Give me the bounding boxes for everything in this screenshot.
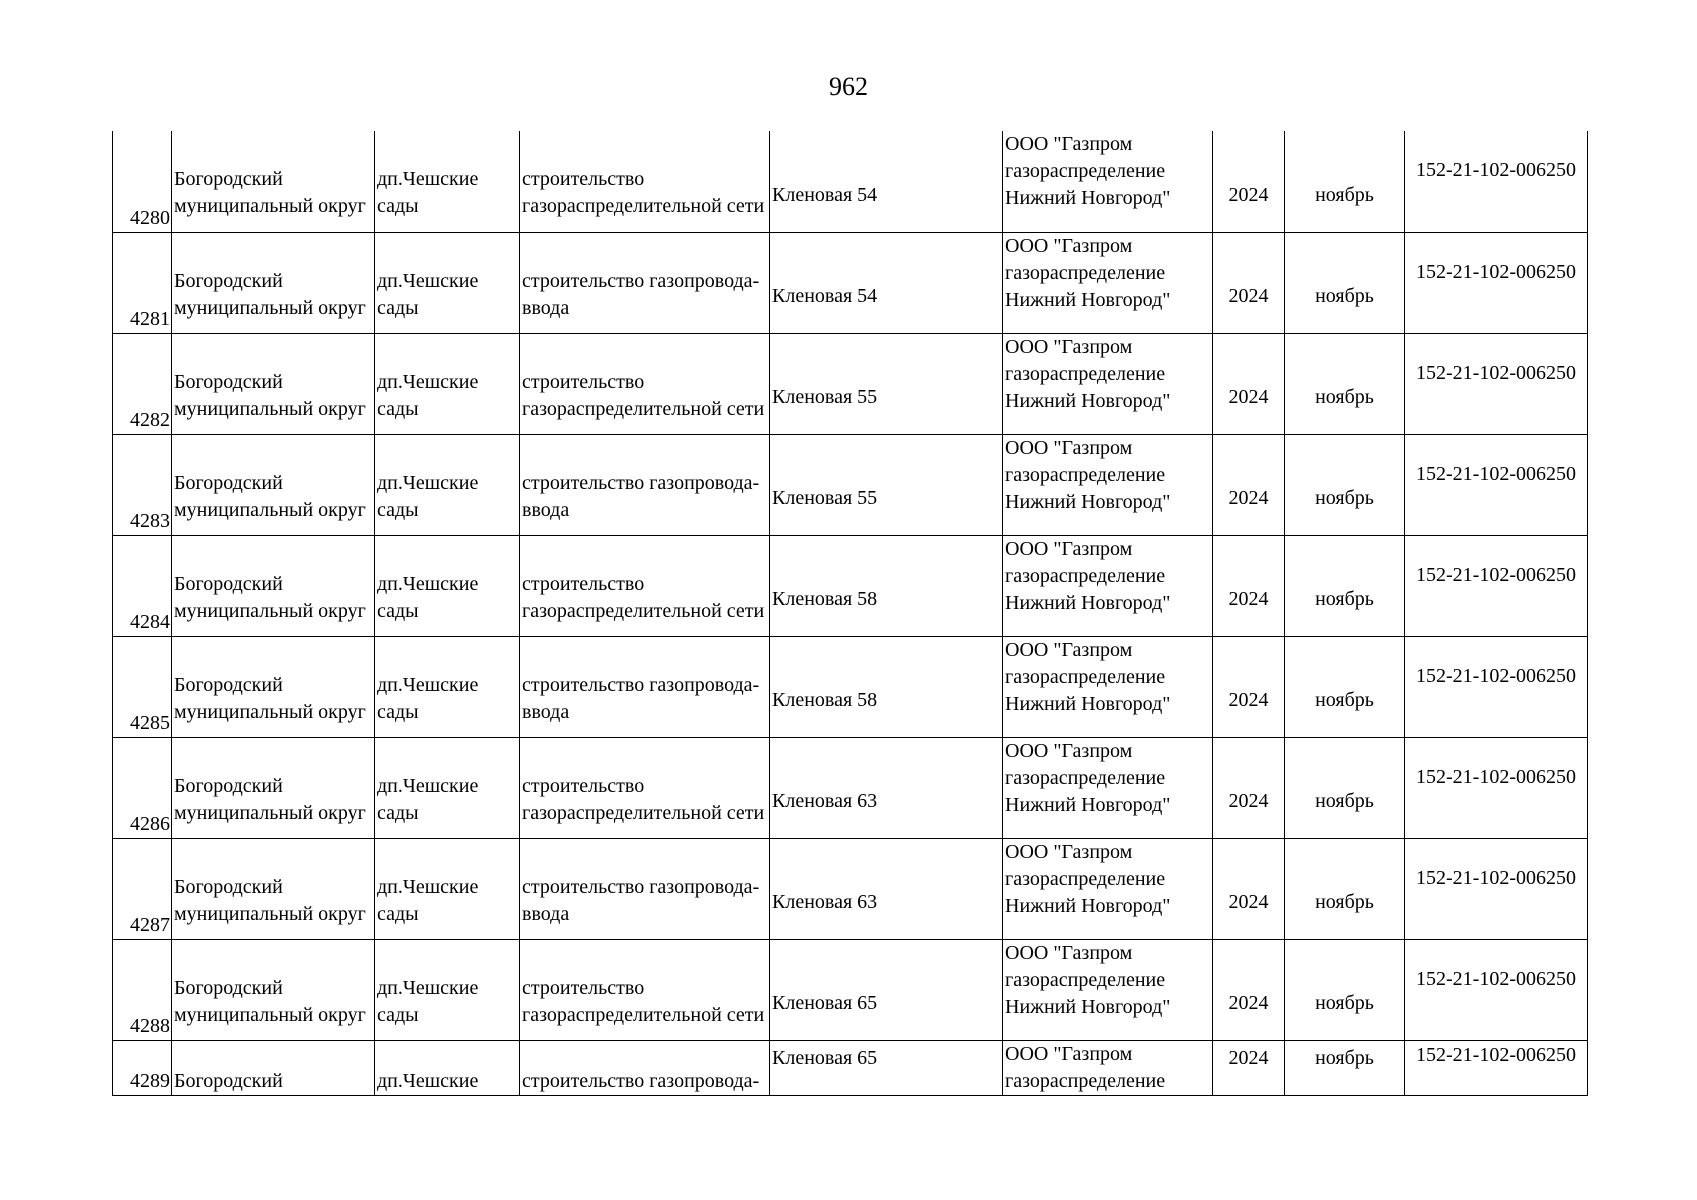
district-cell xyxy=(172,434,375,535)
organization-line: Нижний Новгород" xyxy=(1005,591,1171,614)
settlement-cell xyxy=(375,838,520,939)
work-type-line: ввода xyxy=(522,498,570,521)
settlement-line: сады xyxy=(377,599,419,622)
district-line: Богородский xyxy=(174,370,283,393)
settlement-line: сады xyxy=(377,195,419,218)
work-type-line: газораспределительной сети xyxy=(522,397,765,420)
organization-cell xyxy=(1003,838,1213,939)
address-cell: Кленовая 58 xyxy=(770,636,1003,737)
project-code-cell: 152-21-102-006250 xyxy=(1405,535,1588,636)
organization-line: газораспределение xyxy=(1005,867,1166,890)
organization-line: газораспределение xyxy=(1005,665,1166,688)
table-row xyxy=(113,939,1588,1040)
district-cell xyxy=(172,131,375,232)
settlement-line: дп.Чешские xyxy=(377,673,479,696)
row-number-cell: 4289 xyxy=(113,1040,172,1095)
table-row xyxy=(113,737,1588,838)
work-type-line: газораспределительной сети xyxy=(522,195,765,218)
address-cell: Кленовая 63 xyxy=(770,737,1003,838)
district-cell xyxy=(172,333,375,434)
settlement-cell xyxy=(375,232,520,333)
organization-line: ООО "Газпром xyxy=(1005,638,1133,661)
work-type-cell xyxy=(520,333,770,434)
district-line: муниципальный округ xyxy=(174,296,366,319)
table-row xyxy=(113,636,1588,737)
work-type-cell xyxy=(520,131,770,232)
table-row xyxy=(113,838,1588,939)
settlement-cell xyxy=(375,434,520,535)
work-type-cell xyxy=(520,838,770,939)
district-cell xyxy=(172,535,375,636)
organization-cell xyxy=(1003,636,1213,737)
work-type-line: газораспределительной сети xyxy=(522,599,765,622)
settlement-line: дп.Чешские xyxy=(377,370,479,393)
settlement-line: дп.Чешские xyxy=(377,976,479,999)
address-cell: Кленовая 55 xyxy=(770,333,1003,434)
organization-cell xyxy=(1003,333,1213,434)
year-cell: 2024 xyxy=(1213,939,1285,1040)
project-code-cell: 152-21-102-006250 xyxy=(1405,434,1588,535)
address-cell: Кленовая 54 xyxy=(770,131,1003,232)
year-cell: 2024 xyxy=(1213,636,1285,737)
organization-cell xyxy=(1003,232,1213,333)
organization-cell xyxy=(1003,737,1213,838)
organization-cell xyxy=(1003,131,1213,232)
row-number-cell: 4282 xyxy=(113,333,172,434)
organization-line: газораспределение xyxy=(1005,968,1166,991)
district-line: муниципальный округ xyxy=(174,1003,366,1026)
address-cell: Кленовая 54 xyxy=(770,232,1003,333)
month-cell: ноябрь xyxy=(1285,434,1405,535)
organization-cell xyxy=(1003,1040,1213,1095)
work-type-line: строительство xyxy=(522,572,645,595)
district-line: Богородский xyxy=(174,572,283,595)
organization-cell xyxy=(1003,535,1213,636)
district-cell xyxy=(172,838,375,939)
row-number-cell: 4287 xyxy=(113,838,172,939)
organization-line: ООО "Газпром xyxy=(1005,335,1133,358)
organization-line: ООО "Газпром xyxy=(1005,133,1133,155)
project-code-cell: 152-21-102-006250 xyxy=(1405,131,1588,232)
district-line: Богородский xyxy=(174,471,283,494)
project-code-cell: 152-21-102-006250 xyxy=(1405,636,1588,737)
settlement-line: сады xyxy=(377,1003,419,1026)
organization-line: ООО "Газпром xyxy=(1005,436,1133,459)
settlement-line: дп.Чешские xyxy=(377,572,479,595)
settlement-cell xyxy=(375,535,520,636)
district-cell xyxy=(172,939,375,1040)
settlement-cell xyxy=(375,636,520,737)
year-cell: 2024 xyxy=(1213,333,1285,434)
row-number-cell: 4288 xyxy=(113,939,172,1040)
organization-line: газораспределение xyxy=(1005,463,1166,486)
settlement-line: сады xyxy=(377,902,419,925)
organization-line: Нижний Новгород" xyxy=(1005,894,1171,917)
settlement-line: дп.Чешские xyxy=(377,269,479,292)
year-cell: 2024 xyxy=(1213,838,1285,939)
organization-cell xyxy=(1003,939,1213,1040)
month-cell: ноябрь xyxy=(1285,636,1405,737)
work-type-cell xyxy=(520,434,770,535)
organization-line: Нижний Новгород" xyxy=(1005,288,1171,311)
organization-line: ООО "Газпром xyxy=(1005,840,1133,863)
month-cell: ноябрь xyxy=(1285,333,1405,434)
settlement-cell xyxy=(375,737,520,838)
settlement-cell xyxy=(375,333,520,434)
table-row xyxy=(113,434,1588,535)
work-type-line: строительство xyxy=(522,774,645,797)
row-number-cell: 4286 xyxy=(113,737,172,838)
table-row xyxy=(113,232,1588,333)
work-type-line: газораспределительной сети xyxy=(522,1003,765,1026)
work-type-line: строительство газопровода- xyxy=(522,269,760,292)
gas-network-register-table xyxy=(112,131,1588,1096)
organization-line: газораспределение xyxy=(1005,766,1166,789)
project-code-cell: 152-21-102-006250 xyxy=(1405,939,1588,1040)
district-line: муниципальный округ xyxy=(174,498,366,521)
work-type-line: строительство xyxy=(522,370,645,393)
settlement-line: дп.Чешские xyxy=(377,168,479,191)
district-line: Богородский xyxy=(174,976,283,999)
project-code-cell: 152-21-102-006250 xyxy=(1405,232,1588,333)
year-cell: 2024 xyxy=(1213,434,1285,535)
month-cell: ноябрь xyxy=(1285,535,1405,636)
district-line: муниципальный округ xyxy=(174,397,366,420)
district-line: муниципальный округ xyxy=(174,700,366,723)
table-row xyxy=(113,535,1588,636)
settlement-line: сады xyxy=(377,296,419,319)
work-type-line: газораспределительной сети xyxy=(522,801,765,824)
organization-line: Нижний Новгород" xyxy=(1005,793,1171,816)
work-type-line: ввода xyxy=(522,296,570,319)
district-cell xyxy=(172,636,375,737)
organization-line: газораспределение xyxy=(1005,564,1166,587)
settlement-line: сады xyxy=(377,397,419,420)
settlement-line: дп.Чешские xyxy=(377,875,479,898)
work-type-line: ввода xyxy=(522,902,570,925)
district-cell xyxy=(172,232,375,333)
address-cell: Кленовая 58 xyxy=(770,535,1003,636)
organization-line: Нижний Новгород" xyxy=(1005,490,1171,513)
work-type-cell xyxy=(520,737,770,838)
work-type-line: строительство xyxy=(522,976,645,999)
organization-line: газораспределение xyxy=(1005,362,1166,385)
district-line: муниципальный округ xyxy=(174,801,366,824)
settlement-line: сады xyxy=(377,498,419,521)
work-type-line: строительство газопровода- xyxy=(522,875,760,898)
organization-line: Нижний Новгород" xyxy=(1005,692,1171,715)
settlement-cell xyxy=(375,1040,520,1095)
project-code-cell: 152-21-102-006250 xyxy=(1405,333,1588,434)
work-type-cell xyxy=(520,1040,770,1095)
table-row xyxy=(113,1040,1588,1095)
organization-line: ООО "Газпром xyxy=(1005,739,1133,762)
organization-line: ООО "Газпром xyxy=(1005,941,1133,964)
settlement-line: сады xyxy=(377,700,419,723)
year-cell: 2024 xyxy=(1213,737,1285,838)
organization-line: ООО "Газпром xyxy=(1005,234,1133,257)
work-type-cell xyxy=(520,939,770,1040)
organization-cell xyxy=(1003,434,1213,535)
month-cell: ноябрь xyxy=(1285,838,1405,939)
work-type-line: строительство газопровода- xyxy=(522,673,760,696)
district-line: Богородский xyxy=(174,269,283,292)
district-line: Богородский xyxy=(174,168,283,191)
settlement-cell xyxy=(375,131,520,232)
row-number-cell: 4283 xyxy=(113,434,172,535)
organization-line: газораспределение xyxy=(1005,261,1166,284)
district-cell xyxy=(172,1040,375,1095)
row-number-cell: 4285 xyxy=(113,636,172,737)
page-number: 962 xyxy=(829,72,868,101)
table-row xyxy=(113,333,1588,434)
row-number-cell: 4280 xyxy=(113,131,172,232)
row-number-cell: 4281 xyxy=(113,232,172,333)
organization-line: газораспределение xyxy=(1005,160,1166,182)
district-line: Богородский xyxy=(174,774,283,797)
address-cell: Кленовая 55 xyxy=(770,434,1003,535)
district-line: муниципальный округ xyxy=(174,195,366,218)
organization-line: Нижний Новгород" xyxy=(1005,389,1171,412)
address-cell: Кленовая 63 xyxy=(770,838,1003,939)
organization-line: ООО "Газпром xyxy=(1005,537,1133,560)
organization-line: ООО "Газпром xyxy=(1005,1042,1133,1065)
month-cell: ноябрь xyxy=(1285,939,1405,1040)
organization-line: Нижний Новгород" xyxy=(1005,995,1171,1018)
work-type-cell xyxy=(520,535,770,636)
year-cell: 2024 xyxy=(1213,1040,1285,1095)
settlement-line: сады xyxy=(377,801,419,824)
row-number-cell: 4284 xyxy=(113,535,172,636)
month-cell: ноябрь xyxy=(1285,737,1405,838)
address-cell: Кленовая 65 xyxy=(770,1040,1003,1095)
district-cell xyxy=(172,737,375,838)
settlement-line: дп.Чешские xyxy=(377,471,479,494)
table-row xyxy=(113,131,1588,232)
month-cell: ноябрь xyxy=(1285,1040,1405,1095)
district-line: Богородский xyxy=(174,875,283,898)
settlement-line: дп.Чешские xyxy=(377,1069,479,1092)
district-line: муниципальный округ xyxy=(174,902,366,925)
work-type-line: строительство газопровода- xyxy=(522,1069,760,1092)
settlement-cell xyxy=(375,939,520,1040)
year-cell: 2024 xyxy=(1213,535,1285,636)
work-type-cell xyxy=(520,636,770,737)
register-table-body xyxy=(113,131,1588,1095)
month-cell: ноябрь xyxy=(1285,232,1405,333)
settlement-line: дп.Чешские xyxy=(377,774,479,797)
district-line: муниципальный округ xyxy=(174,599,366,622)
district-line: Богородский xyxy=(174,1069,283,1092)
organization-line: газораспределение xyxy=(1005,1069,1166,1092)
project-code-cell: 152-21-102-006250 xyxy=(1405,1040,1588,1095)
work-type-cell xyxy=(520,232,770,333)
year-cell: 2024 xyxy=(1213,131,1285,232)
project-code-cell: 152-21-102-006250 xyxy=(1405,737,1588,838)
work-type-line: строительство xyxy=(522,168,645,191)
work-type-line: строительство газопровода- xyxy=(522,471,760,494)
month-cell: ноябрь xyxy=(1285,131,1405,232)
year-cell: 2024 xyxy=(1213,232,1285,333)
project-code-cell: 152-21-102-006250 xyxy=(1405,838,1588,939)
organization-line: Нижний Новгород" xyxy=(1005,187,1171,209)
address-cell: Кленовая 65 xyxy=(770,939,1003,1040)
district-line: Богородский xyxy=(174,673,283,696)
work-type-line: ввода xyxy=(522,700,570,723)
